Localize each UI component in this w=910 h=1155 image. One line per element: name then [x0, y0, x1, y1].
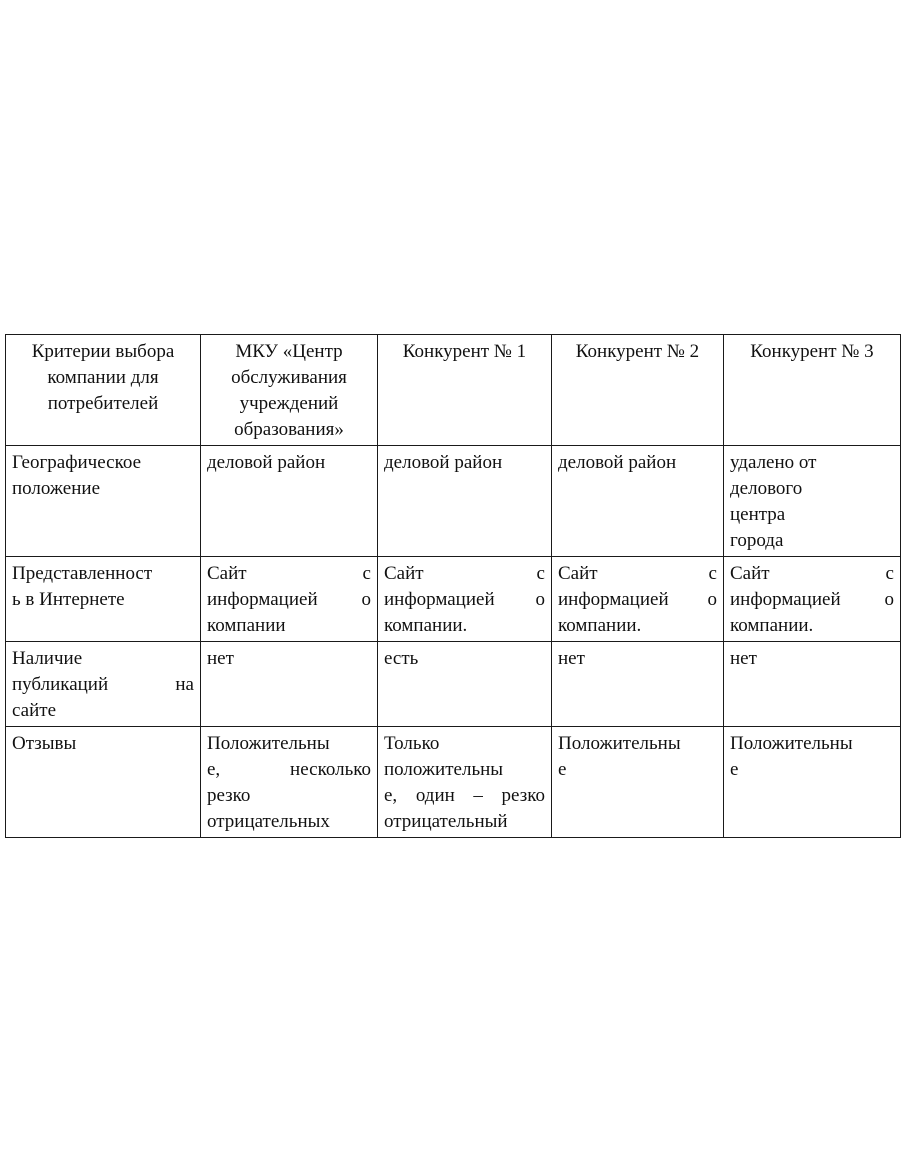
competitor-2-value-cell: нет	[552, 642, 724, 727]
header-competitor-3-cell: Конкурент № 3	[724, 335, 901, 446]
table-row-location	[6, 446, 901, 557]
table-row-reviews	[6, 727, 901, 838]
criterion-cell: Наличие публикаций на сайте	[6, 642, 201, 727]
comparison-table-wrapper	[5, 334, 900, 838]
criterion-cell: Представленност ь в Интернете	[6, 557, 201, 642]
table-row-internet	[6, 557, 901, 642]
competitor-3-value-cell: нет	[724, 642, 901, 727]
competitor-2-value-cell: Положительны е	[552, 727, 724, 838]
header-competitor-1-cell: Конкурент № 1	[378, 335, 552, 446]
competitor-2-value-cell: Сайт с информацией о компании.	[552, 557, 724, 642]
mku-value-cell: Положительны е, несколько резко отрицательных	[201, 727, 378, 838]
table-row-publications	[6, 642, 901, 727]
criterion-cell: Географическое положение	[6, 446, 201, 557]
mku-value-cell: деловой район	[201, 446, 378, 557]
competitor-1-value-cell: Сайт с информацией о компании.	[378, 557, 552, 642]
mku-value-cell: нет	[201, 642, 378, 727]
mku-value-cell: Сайт с информацией о компании	[201, 557, 378, 642]
criterion-cell: Отзывы	[6, 727, 201, 838]
table-header-row	[6, 335, 901, 446]
competitor-1-value-cell: есть	[378, 642, 552, 727]
header-mku-cell: МКУ «Центр обслуживания учреждений образования»	[201, 335, 378, 446]
competitor-comparison-table	[5, 334, 901, 838]
competitor-2-value-cell: деловой район	[552, 446, 724, 557]
header-competitor-2-cell: Конкурент № 2	[552, 335, 724, 446]
competitor-3-value-cell: удалено от делового центра города	[724, 446, 901, 557]
competitor-1-value-cell: Только положительны е, один – резко отрицательный	[378, 727, 552, 838]
competitor-3-value-cell: Положительны е	[724, 727, 901, 838]
header-criteria-cell: Критерии выбора компании для потребителей	[6, 335, 201, 446]
competitor-3-value-cell: Сайт с информацией о компании.	[724, 557, 901, 642]
competitor-1-value-cell: деловой район	[378, 446, 552, 557]
